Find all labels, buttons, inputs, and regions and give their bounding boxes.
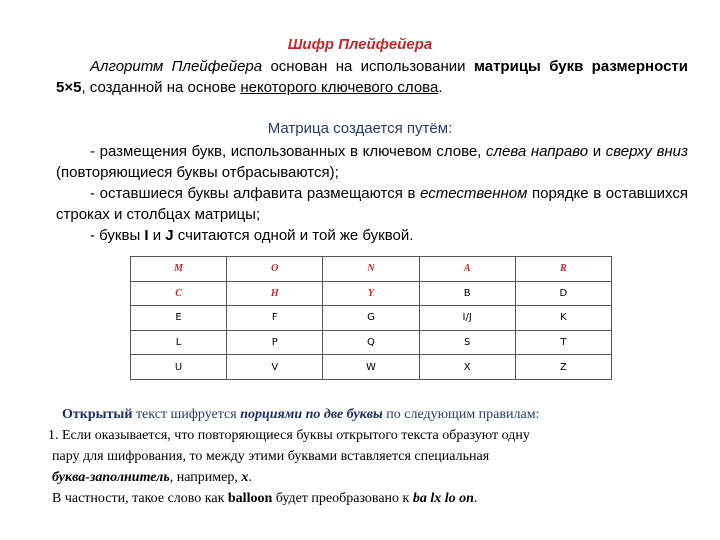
rules-intro-text-2: по следующим правилам: (382, 407, 540, 422)
rule-1-line-3 (52, 467, 692, 488)
matrix-cell: M (131, 257, 227, 282)
open-text-word: Открытый (62, 407, 133, 422)
filler-letter: x (241, 470, 249, 485)
keyword-phrase: некоторого ключевого слова (240, 79, 439, 96)
matrix-cell: Q (323, 330, 419, 355)
algorithm-name: Алгоритм Плейфейера (90, 58, 263, 75)
playfair-matrix (130, 256, 612, 380)
example-line (52, 488, 692, 509)
intro-text-3: . (438, 79, 443, 96)
rule-item-3 (56, 225, 688, 246)
matrix-size-text: матрицы букв размерности 5×5 (56, 58, 688, 96)
matrix-row (131, 330, 612, 355)
matrix-cell: N (323, 257, 419, 282)
page-title: Шифр Плейфейера (287, 36, 433, 53)
matrix-cell: G (323, 306, 419, 331)
rule-3-text-a: - буквы (90, 227, 145, 244)
rule-1-direction-2: сверху вниз (605, 143, 688, 160)
rule-1-line-2: пару для шифрования, то между этими буквами вставляется специальная (52, 449, 490, 464)
matrix-cell: P (227, 330, 323, 355)
rule-item-2 (56, 183, 688, 225)
rule-item-1 (56, 141, 688, 183)
example-period: . (473, 491, 478, 506)
rule-1-direction-1: слева направо (486, 143, 589, 160)
matrix-row (131, 306, 612, 331)
rules-intro-line (52, 404, 692, 425)
matrix-cell: Z (515, 355, 611, 380)
example-text-a: В частности, такое слово как (52, 491, 228, 506)
matrix-intro-rest: создается путём: (328, 120, 453, 137)
pairs-phrase: порциями по две буквы (240, 407, 383, 422)
matrix-row (131, 281, 612, 306)
rule-1-text-c: (повторяющиеся буквы отбрасываются); (56, 164, 339, 181)
intro-text-1: основан на использовании (262, 58, 474, 75)
matrix-cell: A (419, 257, 515, 282)
matrix-cell: W (323, 355, 419, 380)
matrix-cell: U (131, 355, 227, 380)
example-text-b: будет преобразовано к (272, 491, 413, 506)
intro-paragraph (56, 56, 688, 98)
rule-1-line-1: 1. Если оказывается, что повторяющиеся буквы открытого текста образуют одну (48, 428, 530, 443)
rule-3-text-c: считаются одной и той же буквой. (173, 227, 414, 244)
rule-1-example-text: , например, (169, 470, 242, 485)
rule-1-text-b: и (588, 143, 606, 160)
example-word: balloon (227, 491, 273, 506)
rule-2-text-a: - оставшиеся буквы алфавита размещаются в (90, 185, 421, 202)
matrix-cell: R (515, 257, 611, 282)
matrix-body (131, 257, 612, 380)
rule-2-text-b: порядке в оставшихся строках и столбцах матрицы; (56, 185, 689, 223)
matrix-cell: X (419, 355, 515, 380)
rules-intro-text-1: текст шифруется (132, 407, 241, 422)
matrix-row (131, 257, 612, 282)
encryption-rules (48, 404, 692, 509)
matrix-cell: I/J (419, 306, 515, 331)
matrix-cell: V (227, 355, 323, 380)
matrix-cell: C (131, 281, 227, 306)
matrix-word: Матрица (267, 120, 329, 137)
matrix-cell: E (131, 306, 227, 331)
matrix-cell: T (515, 330, 611, 355)
rule-2-natural: естественном (420, 185, 528, 202)
matrix-cell: B (419, 281, 515, 306)
rule-1-period: . (248, 470, 252, 485)
matrix-row (131, 355, 612, 380)
rule-3-letter-j: J (165, 227, 174, 244)
example-result: ba lx lo on (412, 491, 474, 506)
intro-text-2: , созданной на основе (81, 79, 241, 96)
matrix-cell: L (131, 330, 227, 355)
matrix-cell: F (227, 306, 323, 331)
matrix-cell: Y (323, 281, 419, 306)
matrix-cell: H (227, 281, 323, 306)
rule-3-text-b: и (148, 227, 166, 244)
rule-3-letter-i: I (144, 227, 149, 244)
matrix-cell: S (419, 330, 515, 355)
filler-letter-term: буква-заполнитель (52, 470, 170, 485)
matrix-cell: O (227, 257, 323, 282)
matrix-cell: K (515, 306, 611, 331)
matrix-rules (56, 141, 688, 246)
matrix-cell: D (515, 281, 611, 306)
rule-1-text-a: - размещения букв, использованных в ключевом слове, (90, 143, 487, 160)
matrix-intro-heading (0, 120, 720, 137)
